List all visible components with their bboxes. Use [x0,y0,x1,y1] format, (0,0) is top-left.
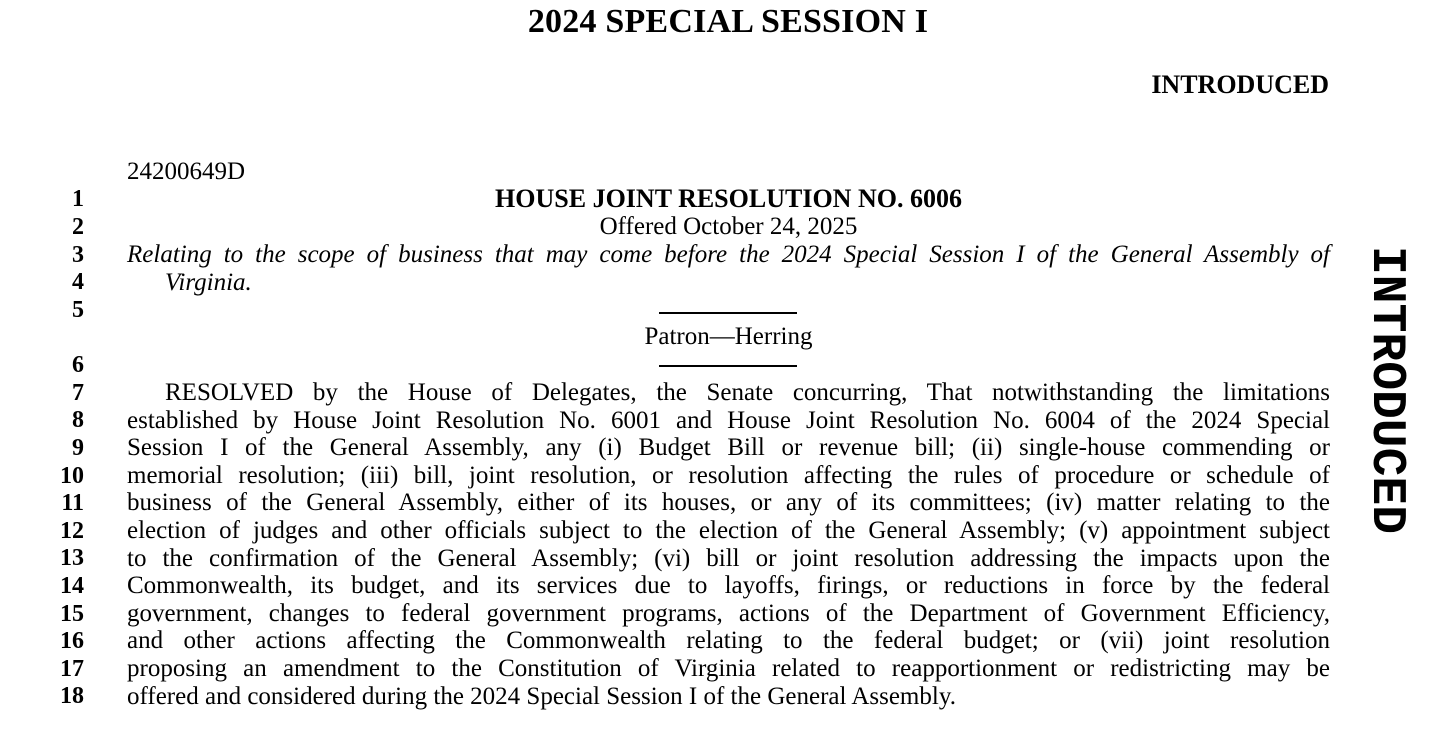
body-line: election of judges and other officials subject to the election of the General Assembly; (v) appointment subject [127,516,1330,544]
divider-rule [659,365,797,367]
body-line: offered and considered during the 2024 Special Session I of the General Assembly. [127,682,956,710]
side-status-text: INTRODUCED [1359,245,1413,535]
line-number: 11 [61,490,84,516]
body-line: government, changes to federal government programs, actions of the Department of Government Efficiency, [127,599,1330,627]
line-number: 9 [72,435,84,461]
line-number: 8 [72,407,84,433]
line-number: 16 [60,628,84,654]
resolution-body [127,379,1330,710]
line-number: 10 [60,463,84,489]
status-label: INTRODUCED [1151,70,1329,99]
line-number: 6 [72,352,84,378]
body-line: established by House Joint Resolution No. 6001 and House Joint Resolution No. 6004 of the 2024 Special [127,406,1330,434]
divider-rule [659,312,797,314]
line-number: 17 [60,656,84,682]
line-number: 1 [72,186,84,212]
line-number: 4 [72,269,84,295]
line-number: 12 [60,518,84,544]
body-line: RESOLVED by the House of Delegates, the Senate concurring, That notwithstanding the limitations [165,379,1330,406]
body-line: to the confirmation of the General Assembly; (vi) bill or joint resolution addressing the impacts upon the [127,544,1330,572]
body-line: business of the General Assembly, either of its houses, or any of its committees; (iv) matter relating to the [127,489,1330,517]
body-line: Commonwealth, its budget, and its services due to layoffs, firings, or reductions in force by the federal [127,572,1330,600]
body-line: and other actions affecting the Commonwealth relating to the federal budget; or (vii) joint resolution [127,627,1330,655]
subject-line: Relating to the scope of business that may come before the 2024 Special Session I of the General Assembly of [127,241,1330,268]
line-number: 13 [60,545,84,571]
line-number: 3 [72,242,84,268]
line-number-gutter [40,0,84,753]
line-number: 15 [60,601,84,627]
patron: Patron—Herring [644,323,813,350]
resolution-subject [127,241,1330,296]
body-line: proposing an amendment to the Constitution of Virginia related to reapportionment or redistricting may be [127,654,1330,682]
document-id: 24200649D [127,158,246,185]
line-number: 2 [72,214,84,240]
body-line: Session I of the General Assembly, any (i) Budget Bill or revenue bill; (ii) single-house commending or [127,434,1330,462]
line-number: 5 [72,297,84,323]
line-number: 7 [72,380,84,406]
line-number: 14 [60,573,84,599]
offered-date: Offered October 24, 2025 [599,213,858,240]
session-title: 2024 SPECIAL SESSION I [527,3,929,40]
side-status-stamp [1359,190,1413,590]
resolution-title: HOUSE JOINT RESOLUTION NO. 6006 [495,184,962,213]
body-line: memorial resolution; (iii) bill, joint resolution, or resolution affecting the rules of procedure or schedule of [127,461,1330,489]
subject-line: Virginia. [165,268,252,296]
line-number: 18 [60,683,84,709]
